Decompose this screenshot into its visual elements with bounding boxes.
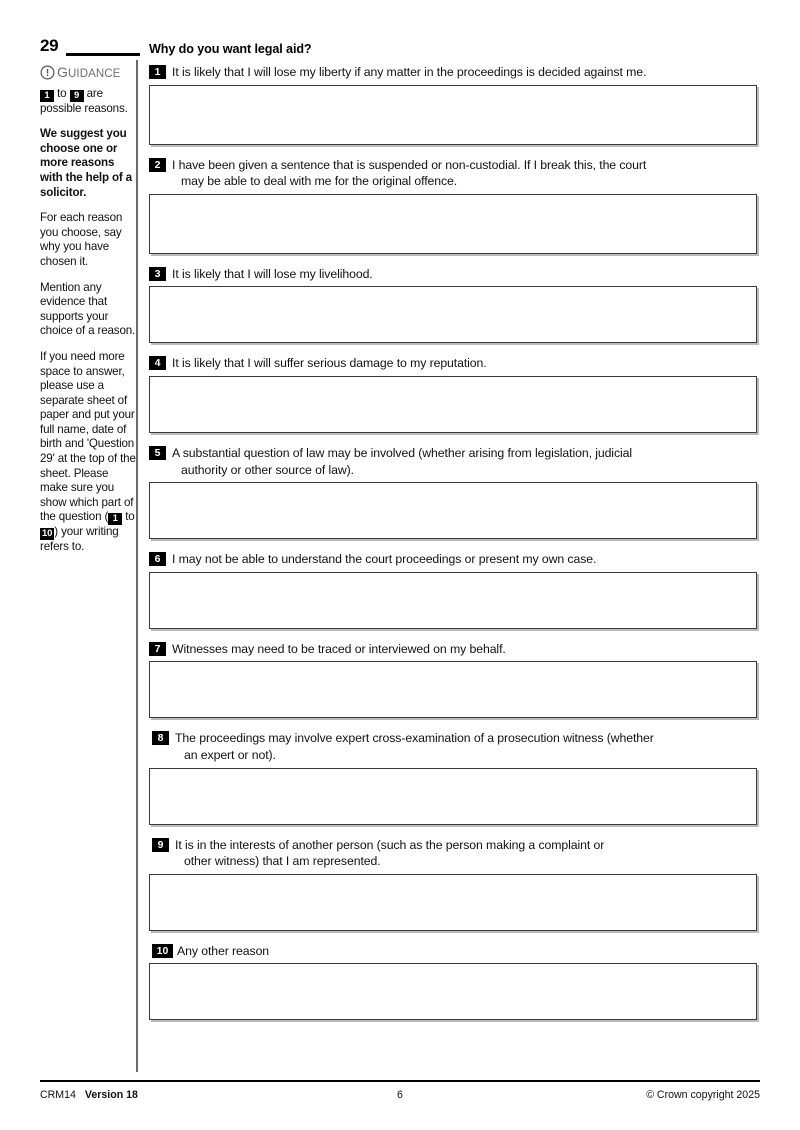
reason-text-line2: other witness) that I am represented. — [184, 854, 381, 869]
reason-number-badge: 2 — [149, 158, 166, 172]
chip-connector-2: to — [122, 510, 135, 524]
guidance-paragraph-5 — [40, 350, 138, 554]
form-version: Version 18 — [84, 1089, 138, 1101]
reason-label — [152, 943, 757, 960]
exclamation-circle-icon — [40, 65, 55, 80]
page-footer — [40, 1089, 760, 1101]
column-divider — [136, 60, 138, 1072]
footer-copyright: © Crown copyright 2025 — [646, 1089, 760, 1101]
guidance-paragraph-2: We suggest you choose one or more reasons with the help of a solicitor. — [40, 127, 132, 199]
reason-label — [152, 730, 757, 763]
reason-number-badge: 10 — [152, 944, 173, 958]
reason-number-badge: 9 — [152, 838, 169, 852]
answer-box[interactable] — [149, 661, 757, 718]
guidance-paragraph-1-tail: are possible reasons. — [40, 87, 128, 115]
reason-text-line1: It is likely that I will suffer serious damage to my reputation. — [172, 356, 487, 371]
reason-number-badge: 4 — [149, 356, 166, 370]
reason-text — [172, 157, 646, 190]
guidance-paragraph-5-head: If you need more space to answer, please use a separate sheet of paper and put your full name, date of birth and 'Question 29' at the top of the sheet. Please make sure you show which part of the question ( — [40, 349, 136, 524]
reason-item — [149, 837, 757, 931]
answer-box[interactable] — [149, 286, 757, 343]
answer-box[interactable] — [149, 963, 757, 1020]
reason-text-line1: A substantial question of law may be involved (whether arising from legislation, judicial — [172, 445, 632, 460]
reason-text — [175, 837, 604, 870]
answer-box[interactable] — [149, 482, 757, 539]
reason-label — [149, 355, 757, 372]
answer-box[interactable] — [149, 194, 757, 254]
reason-text-line1: Witnesses may need to be traced or interviewed on my behalf. — [172, 641, 506, 656]
question-number-row — [40, 36, 138, 60]
reason-text — [172, 355, 487, 372]
reason-text-line2: an expert or not). — [184, 747, 276, 762]
reason-item — [149, 355, 757, 433]
reason-text-line2: may be able to deal with me for the original offence. — [181, 174, 458, 189]
reason-label — [149, 157, 757, 190]
question-number: 29 — [40, 36, 59, 55]
footer-page-number: 6 — [397, 1089, 403, 1101]
guidance-label: GUIDANCE — [57, 64, 121, 80]
reason-item — [149, 641, 757, 719]
reason-text-line2: authority or other source of law). — [181, 462, 354, 477]
reasons-list — [149, 64, 757, 1020]
reason-label — [149, 551, 757, 568]
answer-box[interactable] — [149, 768, 757, 825]
main-column — [149, 42, 757, 1032]
reason-number-badge: 7 — [149, 642, 166, 656]
guidance-paragraph-4: Mention any evidence that supports your choice of a reason. — [40, 280, 136, 338]
question-number-rule — [66, 53, 140, 56]
chip-9: 9 — [70, 90, 84, 102]
reason-label — [149, 445, 757, 478]
answer-box[interactable] — [149, 572, 757, 629]
chip-1: 1 — [40, 90, 54, 102]
reason-item — [149, 266, 757, 344]
reason-item — [149, 943, 757, 1021]
reason-text-line1: It is likely that I will lose my livelihood. — [172, 266, 373, 281]
reason-number-badge: 3 — [149, 267, 166, 281]
reason-text — [172, 445, 632, 478]
reason-text-line1: I may not be able to understand the court proceedings or present my own case. — [172, 552, 597, 567]
reason-label — [149, 641, 757, 658]
reason-text-line1: The proceedings may involve expert cross-examination of a prosecution witness (whether — [175, 731, 654, 746]
guidance-paragraph-5-tail: ) your writing refers to. — [40, 525, 119, 553]
chip-10-range-end: 10 — [42, 528, 53, 540]
reason-text — [172, 641, 506, 658]
footer-rule — [40, 1080, 760, 1082]
reason-text — [177, 943, 269, 960]
reason-label — [149, 266, 757, 283]
guidance-paragraph-1 — [40, 87, 138, 116]
reason-number-badge: 5 — [149, 446, 166, 460]
answer-box[interactable] — [149, 376, 757, 433]
form-code: CRM14 — [40, 1089, 76, 1101]
chip-1-range-start: 1 — [108, 513, 122, 525]
reason-text-line1: I have been given a sentence that is suspended or non-custodial. If I break this, the court — [172, 157, 647, 172]
reason-number-badge: 8 — [152, 731, 169, 745]
reason-text-line1: Any other reason — [177, 943, 270, 958]
reason-text — [175, 730, 654, 763]
reason-item — [149, 445, 757, 539]
reason-label — [149, 64, 757, 81]
reason-item — [149, 64, 757, 145]
answer-box[interactable] — [149, 874, 757, 931]
chip-connector: to — [54, 87, 70, 100]
reason-text-line1: It is likely that I will lose my liberty if any matter in the proceedings is decided against me. — [172, 65, 647, 79]
reason-label — [152, 837, 757, 870]
reason-text-line1: It is in the interests of another person (such as the person making a complaint or — [175, 837, 605, 852]
reason-item — [149, 551, 757, 629]
reason-text — [172, 266, 373, 283]
reason-number-badge: 1 — [149, 65, 166, 79]
reason-item — [149, 730, 757, 824]
guidance-paragraph-3: For each reason you choose, say why you have chosen it. — [40, 211, 123, 268]
page-title: Why do you want legal aid? — [149, 42, 312, 56]
reason-item — [149, 157, 757, 254]
reason-text — [172, 551, 596, 568]
answer-box[interactable] — [149, 85, 757, 145]
reason-text — [172, 64, 646, 81]
guidance-sidebar — [40, 36, 138, 565]
guidance-header — [40, 64, 138, 80]
reason-number-badge: 6 — [149, 552, 166, 566]
